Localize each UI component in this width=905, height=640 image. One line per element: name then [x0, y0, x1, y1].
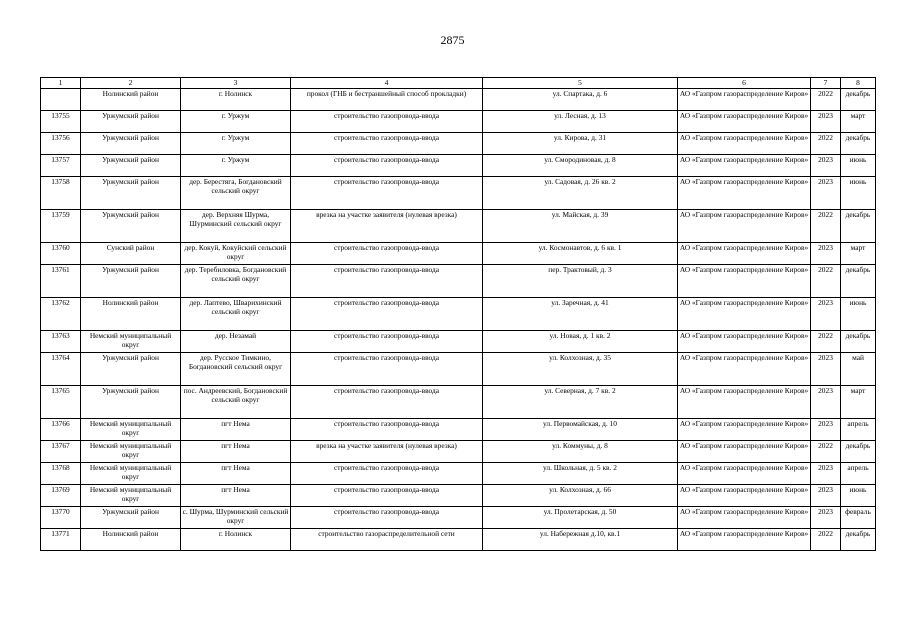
header-row	[41, 78, 876, 89]
year-cell: 2023	[811, 298, 841, 331]
work-type-cell: строительство газопровода-ввода	[291, 111, 483, 133]
work-type-cell: прокол (ГНБ и бестраншейный способ прокладки)	[291, 89, 483, 111]
row-number-cell: 13769	[41, 485, 81, 507]
month-cell: декабрь	[841, 210, 876, 243]
address-cell: ул. Школьная, д. 5 кв. 2	[483, 463, 678, 485]
month-cell: июнь	[841, 155, 876, 177]
work-type-cell: строительство газопровода-ввода	[291, 485, 483, 507]
address-cell: ул. Садовая, д. 26 кв. 2	[483, 177, 678, 210]
organization-cell: АО «Газпром газораспределение Киров»	[678, 177, 811, 210]
row-number-cell: 13759	[41, 210, 81, 243]
locality-cell: г. Уржум	[181, 111, 291, 133]
address-cell: пер. Трактовый, д. 3	[483, 265, 678, 298]
district-cell: Немский муниципальный округ	[81, 419, 181, 441]
row-number-cell: 13771	[41, 529, 81, 551]
table-row	[41, 507, 876, 529]
work-type-cell: строительство газопровода-ввода	[291, 177, 483, 210]
row-number-cell: 13760	[41, 243, 81, 265]
organization-cell: АО «Газпром газораспределение Киров»	[678, 243, 811, 265]
organization-cell: АО «Газпром газораспределение Киров»	[678, 265, 811, 298]
address-cell: ул. Коммуны, д. 8	[483, 441, 678, 463]
work-type-cell: строительство газопровода-ввода	[291, 353, 483, 386]
column-header: 8	[841, 78, 876, 89]
table-row	[41, 210, 876, 243]
month-cell: март	[841, 386, 876, 419]
locality-cell: пгт Нема	[181, 441, 291, 463]
table-row	[41, 89, 876, 111]
address-cell: ул. Новая, д. 1 кв. 2	[483, 331, 678, 353]
locality-cell: г. Нолинск	[181, 529, 291, 551]
row-number-cell: 13755	[41, 111, 81, 133]
row-number-cell: 13768	[41, 463, 81, 485]
year-cell: 2022	[811, 265, 841, 298]
district-cell: Уржумский район	[81, 353, 181, 386]
month-cell: июнь	[841, 177, 876, 210]
table-row	[41, 485, 876, 507]
organization-cell: АО «Газпром газораспределение Киров»	[678, 111, 811, 133]
organization-cell: АО «Газпром газораспределение Киров»	[678, 133, 811, 155]
table-row	[41, 441, 876, 463]
year-cell: 2023	[811, 386, 841, 419]
district-cell: Немский муниципальный округ	[81, 463, 181, 485]
month-cell: декабрь	[841, 441, 876, 463]
month-cell: май	[841, 353, 876, 386]
work-type-cell: врезка на участке заявителя (нулевая врезка)	[291, 441, 483, 463]
locality-cell: пос. Андреевский, Богдановский сельский округ	[181, 386, 291, 419]
locality-cell: дер. Лаптево, Шварихинский сельский округ	[181, 298, 291, 331]
table-row	[41, 133, 876, 155]
table-body	[41, 89, 876, 551]
table-row	[41, 111, 876, 133]
year-cell: 2023	[811, 177, 841, 210]
address-cell: ул. Майская, д. 39	[483, 210, 678, 243]
locality-cell: г. Нолинск	[181, 89, 291, 111]
column-header: 2	[81, 78, 181, 89]
month-cell: декабрь	[841, 265, 876, 298]
table-row	[41, 331, 876, 353]
district-cell: Уржумский район	[81, 210, 181, 243]
year-cell: 2022	[811, 441, 841, 463]
address-cell: ул. Спартака, д. 6	[483, 89, 678, 111]
district-cell: Немский муниципальный округ	[81, 441, 181, 463]
organization-cell: АО «Газпром газораспределение Киров»	[678, 507, 811, 529]
locality-cell: дер. Кокуй, Кокуйский сельский округ	[181, 243, 291, 265]
organization-cell: АО «Газпром газораспределение Киров»	[678, 529, 811, 551]
row-number-cell: 13766	[41, 419, 81, 441]
year-cell: 2023	[811, 155, 841, 177]
month-cell: декабрь	[841, 331, 876, 353]
work-type-cell: строительство газопровода-ввода	[291, 386, 483, 419]
address-cell: ул. Колхозная, д. 35	[483, 353, 678, 386]
district-cell: Нолинский район	[81, 529, 181, 551]
organization-cell: АО «Газпром газораспределение Киров»	[678, 298, 811, 331]
work-type-cell: строительство газопровода-ввода	[291, 463, 483, 485]
column-header: 1	[41, 78, 81, 89]
row-number-cell: 13763	[41, 331, 81, 353]
month-cell: декабрь	[841, 529, 876, 551]
row-number-cell: 13764	[41, 353, 81, 386]
year-cell: 2023	[811, 353, 841, 386]
address-cell: ул. Набережная д.10, кв.1	[483, 529, 678, 551]
month-cell: апрель	[841, 419, 876, 441]
work-type-cell: строительство газопровода-ввода	[291, 507, 483, 529]
year-cell: 2023	[811, 419, 841, 441]
district-cell: Уржумский район	[81, 386, 181, 419]
district-cell: Уржумский район	[81, 177, 181, 210]
year-cell: 2022	[811, 210, 841, 243]
locality-cell: дер. Берестяга, Богдановский сельский округ	[181, 177, 291, 210]
address-cell: ул. Заречная, д. 41	[483, 298, 678, 331]
locality-cell: дер. Незамай	[181, 331, 291, 353]
organization-cell: АО «Газпром газораспределение Киров»	[678, 331, 811, 353]
table-row	[41, 265, 876, 298]
work-type-cell: строительство газопровода-ввода	[291, 419, 483, 441]
page-number: 2875	[440, 33, 465, 47]
column-header: 6	[678, 78, 811, 89]
row-number-cell: 13758	[41, 177, 81, 210]
address-cell: ул. Космонавтов, д. 6 кв. 1	[483, 243, 678, 265]
row-number-cell: 13756	[41, 133, 81, 155]
organization-cell: АО «Газпром газораспределение Киров»	[678, 386, 811, 419]
year-cell: 2022	[811, 529, 841, 551]
organization-cell: АО «Газпром газораспределение Киров»	[678, 485, 811, 507]
work-type-cell: строительство газопровода-ввода	[291, 265, 483, 298]
year-cell: 2022	[811, 331, 841, 353]
work-type-cell: врезка на участке заявителя (нулевая врезка)	[291, 210, 483, 243]
table-row	[41, 177, 876, 210]
year-cell: 2023	[811, 111, 841, 133]
organization-cell: АО «Газпром газораспределение Киров»	[678, 155, 811, 177]
district-cell: Сунский район	[81, 243, 181, 265]
month-cell: март	[841, 111, 876, 133]
locality-cell: г. Уржум	[181, 155, 291, 177]
row-number-cell: 13757	[41, 155, 81, 177]
district-cell: Немский муниципальный округ	[81, 331, 181, 353]
row-number-cell: 13770	[41, 507, 81, 529]
district-cell: Уржумский район	[81, 507, 181, 529]
row-number-cell: 13761	[41, 265, 81, 298]
month-cell: июнь	[841, 298, 876, 331]
address-cell: ул. Первомайская, д. 10	[483, 419, 678, 441]
row-number-cell	[41, 89, 81, 111]
locality-cell: дер. Русское Тимкино, Богдановский сельский округ	[181, 353, 291, 386]
address-cell: ул. Пролетарская, д. 50	[483, 507, 678, 529]
column-header: 7	[811, 78, 841, 89]
organization-cell: АО «Газпром газораспределение Киров»	[678, 441, 811, 463]
address-cell: ул. Колхозная, д. 66	[483, 485, 678, 507]
row-number-cell: 13767	[41, 441, 81, 463]
table-row	[41, 155, 876, 177]
year-cell: 2023	[811, 485, 841, 507]
table-row	[41, 298, 876, 331]
locality-cell: пгт Нема	[181, 485, 291, 507]
district-cell: Уржумский район	[81, 155, 181, 177]
work-type-cell: строительство газопровода-ввода	[291, 155, 483, 177]
district-cell: Уржумский район	[81, 133, 181, 155]
column-header: 4	[291, 78, 483, 89]
year-cell: 2023	[811, 507, 841, 529]
work-type-cell: строительство газопровода-ввода	[291, 331, 483, 353]
month-cell: июнь	[841, 485, 876, 507]
table-row	[41, 243, 876, 265]
work-type-cell: строительство газопровода-ввода	[291, 243, 483, 265]
district-cell: Немский муниципальный округ	[81, 485, 181, 507]
address-cell: ул. Лесная, д. 13	[483, 111, 678, 133]
column-header: 3	[181, 78, 291, 89]
table-row	[41, 386, 876, 419]
address-cell: ул. Кирова, д. 31	[483, 133, 678, 155]
table-row	[41, 353, 876, 386]
locality-cell: дер. Теребиловка, Богдановский сельский округ	[181, 265, 291, 298]
address-cell: ул. Смородиновая, д. 8	[483, 155, 678, 177]
address-cell: ул. Северная, д. 7 кв. 2	[483, 386, 678, 419]
locality-cell: г. Уржум	[181, 133, 291, 155]
month-cell: март	[841, 243, 876, 265]
row-number-cell: 13762	[41, 298, 81, 331]
table-row	[41, 529, 876, 551]
organization-cell: АО «Газпром газораспределение Киров»	[678, 419, 811, 441]
locality-cell: пгт Нема	[181, 463, 291, 485]
work-type-cell: строительство газораспределительной сети	[291, 529, 483, 551]
year-cell: 2023	[811, 243, 841, 265]
district-cell: Уржумский район	[81, 265, 181, 298]
month-cell: декабрь	[841, 133, 876, 155]
month-cell: апрель	[841, 463, 876, 485]
table-row	[41, 419, 876, 441]
organization-cell: АО «Газпром газораспределение Киров»	[678, 463, 811, 485]
organization-cell: АО «Газпром газораспределение Киров»	[678, 210, 811, 243]
year-cell: 2023	[811, 463, 841, 485]
row-number-cell: 13765	[41, 386, 81, 419]
locality-cell: с. Шурма, Шурминский сельский округ	[181, 507, 291, 529]
organization-cell: АО «Газпром газораспределение Киров»	[678, 353, 811, 386]
organization-cell: АО «Газпром газораспределение Киров»	[678, 89, 811, 111]
month-cell: февраль	[841, 507, 876, 529]
column-header: 5	[483, 78, 678, 89]
month-cell: декабрь	[841, 89, 876, 111]
work-type-cell: строительство газопровода-ввода	[291, 298, 483, 331]
locality-cell: пгт Нема	[181, 419, 291, 441]
district-cell: Нолинский район	[81, 298, 181, 331]
table-row	[41, 463, 876, 485]
district-cell: Уржумский район	[81, 111, 181, 133]
locality-cell: дер. Верхняя Шурма, Шурминский сельский округ	[181, 210, 291, 243]
work-type-cell: строительство газопровода-ввода	[291, 133, 483, 155]
year-cell: 2022	[811, 89, 841, 111]
year-cell: 2022	[811, 133, 841, 155]
gas-connection-table	[40, 77, 876, 551]
district-cell: Нолинский район	[81, 89, 181, 111]
